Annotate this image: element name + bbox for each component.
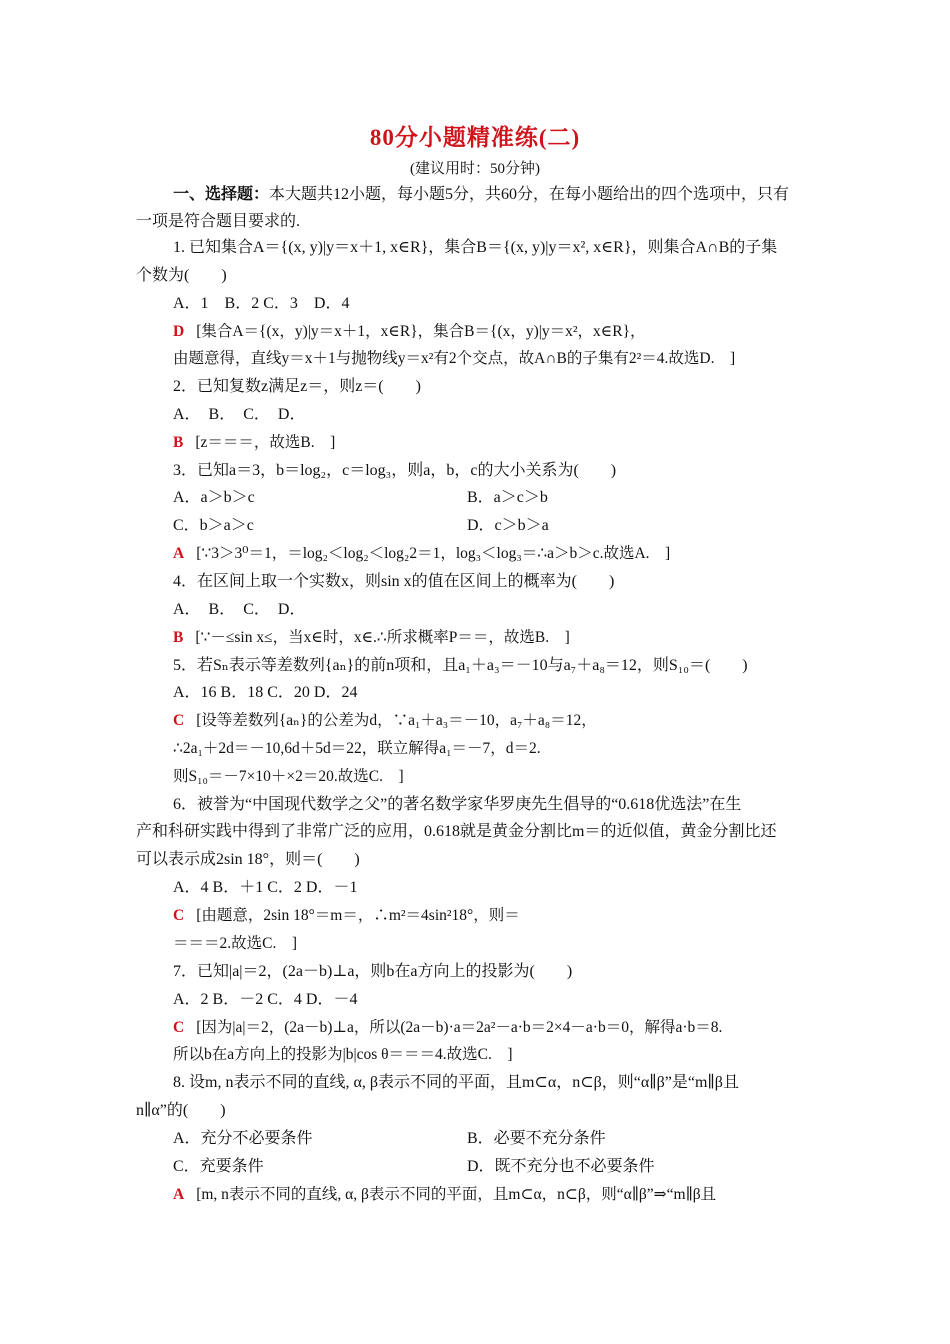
- q6-answer-key: C: [173, 907, 185, 924]
- intro-line-1: 一、选择题：本大题共12小题，每小题5分，共60分，在每小题给出的四个选项中，只有: [173, 186, 790, 203]
- q5-solution-3: 则S₁₀＝－7×10＋×2＝20.故选C. ]: [173, 768, 404, 785]
- intro-line-2: 一项是符合题目要求的.: [136, 213, 301, 230]
- q1-solution-1: D [集合A＝{(x，y)|y＝x＋1，x∈R}，集合B＝{(x，y)|y＝x²，x∈R}，: [173, 323, 646, 340]
- q3-options-row-2: [173, 516, 863, 536]
- q6-stem-2: 产和科研实践中得到了非常广泛的应用，0.618就是黄金分割比m＝的近似值，黄金分割比还: [136, 823, 777, 840]
- q6-options: A．4 B．＋1 C．2 D．－1: [173, 879, 358, 896]
- q5-solution-1: C [设等差数列{aₙ}的公差为d，∵a₁＋a₃＝－10，a₇＋a₈＝12，: [173, 712, 597, 729]
- q7-answer-key: C: [173, 1019, 185, 1036]
- q7-solution-2: 所以b在a方向上的投影为|b|cos θ＝＝＝4.故选C. ]: [173, 1046, 513, 1063]
- q1-solution-2: 由题意得，直线y＝x＋1与抛物线y＝x²有2个交点，故A∩B的子集有2²＝4.故选D. ]: [173, 350, 736, 367]
- q1-stem-1: 1. 已知集合A＝{(x, y)|y＝x＋1, x∈R}，集合B＝{(x, y)|y＝x², x∈R}，则集合A∩B的子集: [173, 239, 778, 256]
- q3-option-b: B．a＞c＞b: [467, 489, 548, 506]
- q4-solution: B [∵－≤sin x≤，当x∈时，x∈.∴所求概率P＝＝，故选B. ]: [173, 629, 570, 646]
- page-subtitle: (建议用时：50分钟): [410, 161, 540, 177]
- q1-options: A．1 B．2 C．3 D．4: [173, 295, 350, 312]
- q8-option-a: A．充分不必要条件: [173, 1130, 313, 1147]
- q2-answer-key: B: [173, 434, 184, 451]
- q2-stem: 2．已知复数z满足z＝，则z＝( ): [173, 378, 421, 395]
- q3-options-row-1: [173, 488, 863, 508]
- q8-stem-2: n∥α”的( ): [136, 1102, 226, 1119]
- q1-stem-2: 个数为( ): [136, 267, 227, 284]
- q5-answer-key: C: [173, 712, 185, 729]
- q7-solution-1: C [因为|a|＝2，(2a－b)⊥a，所以(2a－b)·a＝2a²－a·b＝2×4－a·b＝0，解得a·b＝8.: [173, 1019, 723, 1036]
- q3-answer-key: A: [173, 545, 185, 562]
- q5-options: A．16 B．18 C．20 D．24: [173, 684, 358, 701]
- q4-answer-key: B: [173, 629, 184, 646]
- q4-stem: 4．在区间上取一个实数x，则sin x的值在区间上的概率为( ): [173, 573, 615, 590]
- q8-solution: A [m, n表示不同的直线, α, β表示不同的平面，且m⊂α，n⊂β，则“α∥β”⇒“m∥β且: [173, 1186, 717, 1203]
- q8-stem-1: 8. 设m, n表示不同的直线, α, β表示不同的平面，且m⊂α，n⊂β，则“α∥β”是“m∥β且: [173, 1074, 739, 1091]
- q6-stem-3: 可以表示成2sin 18°，则＝( ): [136, 851, 360, 868]
- q2-options: A． B． C． D．: [173, 406, 306, 423]
- q8-option-c: C．充要条件: [173, 1158, 264, 1175]
- q1-answer-key: D: [173, 323, 185, 340]
- q6-stem-1: 6．被誉为“中国现代数学之父”的著名数学家华罗庚先生倡导的“0.618优选法”在生: [173, 796, 742, 813]
- q8-options-row-1: [173, 1129, 863, 1149]
- section-heading: 一、选择题：: [173, 186, 270, 203]
- q8-option-b: B．必要不充分条件: [467, 1130, 606, 1147]
- q7-stem: 7．已知|a|＝2，(2a－b)⊥a，则b在a方向上的投影为( ): [173, 963, 573, 980]
- q2-solution: B [z＝＝＝，故选B. ]: [173, 434, 336, 451]
- q3-option-d: D．c＞b＞a: [467, 517, 549, 534]
- q8-options-row-2: [173, 1157, 863, 1177]
- page-title: 80分小题精准练(二): [369, 125, 581, 150]
- q4-options: A． B． C． D．: [173, 601, 306, 618]
- q8-answer-key: A: [173, 1186, 185, 1203]
- q5-stem: 5．若Sₙ表示等差数列{aₙ}的前n项和，且a₁＋a₃＝－10与a₇＋a₈＝12，则S₁₀＝( ): [173, 657, 748, 674]
- q3-solution: A [∵3＞3⁰＝1，＝log₂＜log₂＜log₂2＝1，log₃＜log₃＝∴a＞b＞c.故选A. ]: [173, 545, 671, 562]
- q5-solution-2: ∴2a₁＋2d＝－10,6d＋5d＝22，联立解得a₁＝－7，d＝2.: [173, 740, 541, 757]
- q3-option-c: C．b＞a＞c: [173, 517, 254, 534]
- q6-solution-2: ＝＝＝2.故选C. ]: [173, 935, 298, 952]
- q3-option-a: A．a＞b＞c: [173, 489, 255, 506]
- q7-options: A．2 B．－2 C．4 D．－4: [173, 991, 358, 1008]
- q8-option-d: D．既不充分也不必要条件: [467, 1158, 655, 1175]
- q6-solution-1: C [由题意，2sin 18°＝m＝，∴m²＝4sin²18°，则＝: [173, 907, 520, 924]
- q3-stem: 3．已知a＝3，b＝log₂，c＝log₃，则a，b，c的大小关系为( ): [173, 462, 617, 479]
